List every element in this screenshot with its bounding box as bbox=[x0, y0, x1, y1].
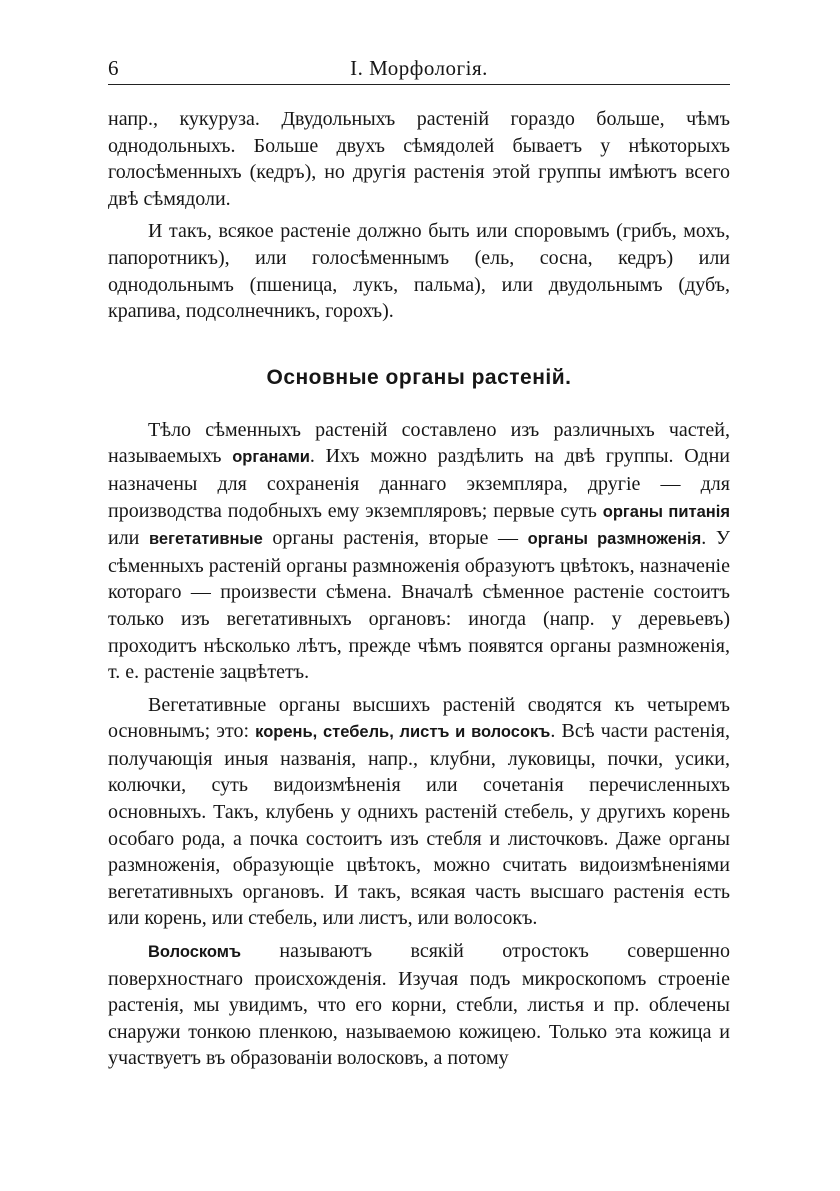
paragraph-3-text-1: Тѣло сѣменныхъ растеній составлено изъ различныхъ частей, называемыхъ bbox=[108, 418, 730, 468]
term-vegetative: вегетативные bbox=[149, 530, 263, 549]
running-title: I. Морфологія. bbox=[350, 56, 488, 80]
term-hair: Волоскомъ bbox=[148, 943, 242, 962]
paragraph-3-text-3: или bbox=[108, 527, 149, 550]
paragraph-5 bbox=[108, 938, 730, 1072]
paragraph-1: напр., кукуруза. Двудольныхъ растеній гораздо больше, чѣмъ однодольныхъ. Больше двухъ сѣмядолей бываетъ у нѣкоторыхъ голосѣменныхъ (кедръ), но другія растенія этой группы имѣютъ всего двѣ сѣмядоли. bbox=[108, 108, 730, 210]
paragraph-4-text-2: . Всѣ части растенія, получающія иныя названія, напр., клубни, луковицы, почки, усики, колючки, суть видоизмѣненія или сочетанія перечисленныхъ основныхъ. Такъ, клубень у однихъ растеній стебель, у другихъ корень особаго рода, а почка состоитъ изъ стебля и листочковъ. Даже органы размноженія, образующіе цвѣтокъ, можно считать видоизмѣненіями вегетативныхъ органовъ. И такъ, всякая часть высшаго растенія есть или корень, или стебель, или листъ, или волосокъ. bbox=[108, 720, 730, 930]
term-reproduction-organs: органы размноженія bbox=[527, 530, 702, 549]
term-nutrition-organs: органы питанія bbox=[602, 502, 730, 521]
paragraph-3 bbox=[108, 417, 730, 686]
page-body bbox=[108, 106, 730, 1072]
paragraph-4 bbox=[108, 692, 730, 932]
section-title: Основные органы растеній. bbox=[266, 365, 572, 389]
paragraph-3-text-2: . Ихъ можно раздѣлить на двѣ группы. Одни назначены для сохраненія даннаго экземпляра, другіе — для производства подобныхъ ему экземпляровъ; первые суть bbox=[108, 445, 730, 522]
page-header bbox=[108, 54, 730, 85]
paragraph-3-text-4: органы растенія, вторые — bbox=[262, 527, 528, 550]
paragraph-3-text-5: . У сѣменныхъ растеній органы размноженія образуютъ цвѣтокъ, назначеніе котораго — произвести сѣмена. Вначалѣ сѣменное растеніе состоитъ только изъ вегетативныхъ органовъ: иногда (напр. у деревьевъ) проходитъ нѣсколько лѣтъ, прежде чѣмъ появятся органы размноженія, т. е. растеніе зацвѣтетъ. bbox=[108, 527, 730, 684]
paragraph-4-text-1: Вегетативные органы высшихъ растеній сводятся къ четыремъ основнымъ; это: bbox=[108, 693, 730, 743]
paragraph-5-text-1: называютъ всякій отростокъ совершенно поверхностнаго происхожденія. Изучая подъ микроскопомъ строеніе растенія, мы увидимъ, что его корни, стебли, листья и пр. облечены снаружи тонкою пленкою, называемою кожицею. Только эта кожица и участвуетъ въ образованіи волосковъ, а потому bbox=[108, 940, 730, 1070]
page-number: 6 bbox=[108, 56, 119, 80]
term-basic-organs: корень, стебель, листъ и волосокъ bbox=[255, 723, 551, 742]
term-organs: органами bbox=[232, 448, 310, 467]
paragraph-2: И такъ, всякое растеніе должно быть или споровымъ (грибъ, мохъ, папоротникъ), или голосѣменнымъ (ель, сосна, кедръ) или однодольнымъ (пшеница, лукъ, пальма), или двудольнымъ (дубъ, крапива, подсолнечникъ, горохъ). bbox=[108, 220, 730, 323]
